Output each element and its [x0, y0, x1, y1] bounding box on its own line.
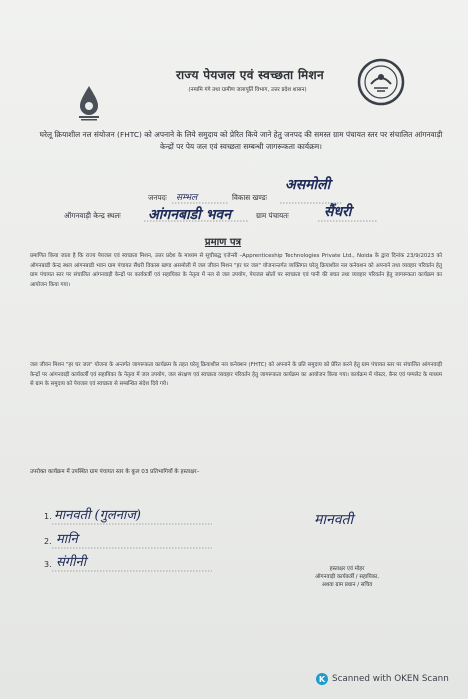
scanner-text: Scanned with OKEN Scann	[332, 674, 449, 684]
gram-panchayat-underline	[318, 220, 378, 222]
paragraph-one: प्रमाणित किया जाता है कि राज्य पेयजल एवं स्वच्छता मिशन, उत्तर प्रदेश के माध्यम से सूचीबद्ध एजेन्सी –Apprenticeship Technologies Private Ltd., Noida के द्वारा दिनांक 23/9/2023 को ऑगनबाडी केन्द्र स्थल आंगनबाडी भवन ग्राम पंचायत सैंधरी विकास खण्ड असमोली में जल जीवन मिशन "हर घर जल" योजनान्तर्गत व्यक्तिगत घरेलू क्रियाशील नल कनेक्शन को अपनाने तथा व्यवहार परिवर्तन हेतु ग्राम पंचायत स्तर पर संचालित आंगनवाड़ी केन्द्रों पर कार्यकर्त्री एवं सहायिका के नेतृत्व में नल से जल उपयोग, पेयजल स्रोतों पर स्वच्छता एवं पानी की बचत तथा व्यवहार परिवर्तन हेतु जागरूकता कार्यक्रम का आयोजन किया गया।	[30, 253, 442, 288]
signature-number-3: 3.	[44, 560, 52, 569]
anganwadi-value: आंगनबाडी भवन	[148, 207, 231, 223]
sign-block-line-1: हस्ताक्षर एवं मोहर	[329, 566, 365, 572]
paragraph-two: जल जीवन मिशन "हर घर जल" योजना के अन्तर्गत जागरूकता कार्यक्रम के तहत घरेलू क्रियाशील नल कनेक्शन (FHTC) को अपनाने के प्रति समुदाय को प्रेरित करने हेतु ग्राम पंचायत स्तर पर संचालित आंगनवाड़ी केन्द्रों पर आंगनवाड़ी कार्यकर्त्री एवं सहायिका के नेतृत्व में जल उपयोग, जल संरक्षण एवं स्वच्छता व्यवहार परिवर्तन हेतु जागरूकता कार्यक्रम का आयोजन किया गया। कार्यक्रम में पोस्टर, बैनर एवं पम्पलेट के माध्यम से ग्राम के समुदाय को पेयजल एवं स्वच्छता से सम्बन्धित संदेश दिये गये।	[30, 362, 442, 388]
sign-block-line-3: अथवा ग्राम प्रधान / सचिव	[321, 582, 373, 588]
gram-panchayat-value: सैंधरी	[324, 204, 352, 220]
subject-text: घरेलू क्रियाशील नल संयोजन (FHTC) को अपनाने के लिये समुदाय को प्रेरित किये जाने हेतु जनपद की समस्त ग्राम पंचायत स्तर पर संचालित आंगनवाड़ी केन्द्रों पर पेय जल एवं स्वच्छता सम्बन्धी जागरूकता कार्यक्रम।	[39, 130, 443, 151]
sign-block-line-2: ऑगनवाड़ी कार्यकर्त्री / सहायिका,	[314, 574, 380, 580]
signature-block	[292, 565, 402, 589]
anganwadi-underline	[144, 220, 248, 222]
mission-title: राज्य पेयजल एवं स्वच्छता मिशन	[176, 68, 324, 82]
participant-signature-2: मानि	[56, 532, 78, 547]
certificate-title: प्रमाण पत्र	[204, 237, 242, 248]
janpad-label: जनपदः	[148, 193, 167, 202]
janpad-underline	[172, 202, 228, 204]
scanner-watermark	[316, 672, 449, 686]
signature-line-3	[52, 570, 212, 572]
vikas-khand-value: असमोली	[285, 177, 331, 193]
jal-jeevan-logo-icon	[74, 84, 104, 122]
vikas-khand-label: विकास खण्डः	[232, 193, 267, 202]
signature-line-2	[52, 547, 212, 549]
authority-signature: मानवती	[314, 512, 354, 528]
participant-signature-3: संगीनी	[56, 555, 87, 570]
scanner-logo-icon: K	[316, 673, 328, 685]
participant-signature-1: मानवती (गुलनाज)	[54, 508, 141, 523]
location-fields	[0, 177, 468, 223]
mission-subtitle: (नमामि गंगे तथा ग्रामीण जलापूर्ति विभाग, उत्तर प्रदेश शासन)	[188, 87, 307, 93]
signature-number-2: 2.	[44, 537, 52, 546]
participants-line: उपरोक्त कार्यक्रम में उपस्थित ग्राम पंचायत स्तर के कुल 03 प्रतिभागियों के हस्ताक्षर–	[30, 469, 200, 475]
signature-line-1	[52, 523, 212, 525]
anganwadi-label: ऑगनवाड़ी केन्द्र स्थलः	[64, 211, 121, 220]
janpad-value: सम्भल	[176, 193, 198, 203]
gram-panchayat-label: ग्राम पंचायतः	[256, 211, 289, 220]
signature-number-1: 1.	[44, 512, 52, 521]
